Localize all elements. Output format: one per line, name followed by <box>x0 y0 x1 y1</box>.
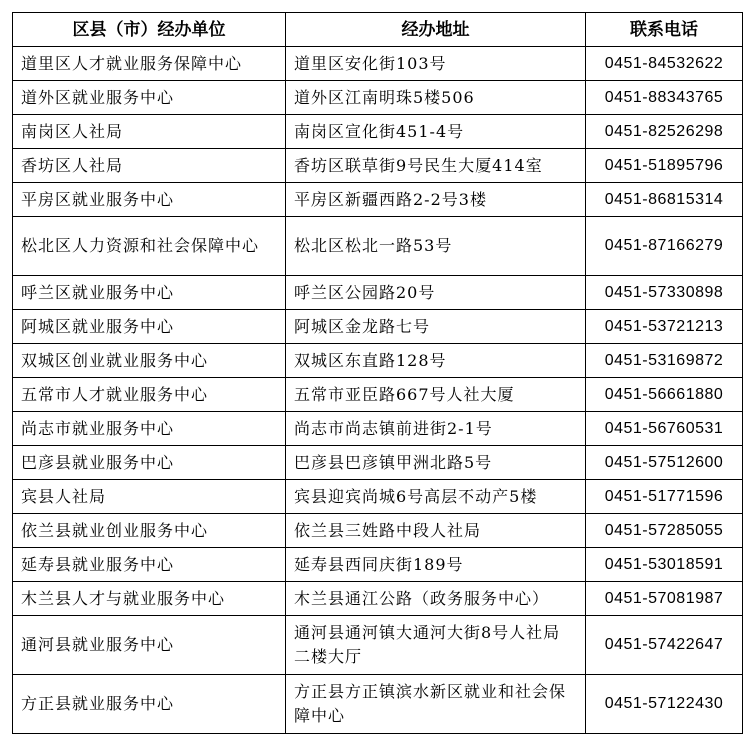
unit-cell: 延寿县就业服务中心 <box>13 548 286 582</box>
table-row <box>13 446 743 480</box>
address-cell: 宾县迎宾尚城6号高层不动产5楼 <box>286 480 586 514</box>
table-row <box>13 217 743 276</box>
address-cell: 平房区新疆西路2-2号3楼 <box>286 183 586 217</box>
phone-cell: 0451-57330898 <box>586 276 743 310</box>
unit-cell: 尚志市就业服务中心 <box>13 412 286 446</box>
table-row <box>13 344 743 378</box>
address-cell: 尚志市尚志镇前进街2-1号 <box>286 412 586 446</box>
phone-cell: 0451-56661880 <box>586 378 743 412</box>
address-cell: 呼兰区公园路20号 <box>286 276 586 310</box>
unit-cell: 阿城区就业服务中心 <box>13 310 286 344</box>
address-cell: 木兰县通江公路（政务服务中心） <box>286 582 586 616</box>
phone-cell: 0451-57081987 <box>586 582 743 616</box>
address-cell: 巴彦县巴彦镇甲洲北路5号 <box>286 446 586 480</box>
table-row <box>13 514 743 548</box>
unit-cell: 巴彦县就业服务中心 <box>13 446 286 480</box>
unit-cell: 宾县人社局 <box>13 480 286 514</box>
address-cell: 五常市亚臣路667号人社大厦 <box>286 378 586 412</box>
table-row <box>13 115 743 149</box>
table-row <box>13 47 743 81</box>
address-cell: 依兰县三姓路中段人社局 <box>286 514 586 548</box>
header-row <box>13 13 743 47</box>
phone-cell: 0451-53018591 <box>586 548 743 582</box>
unit-cell: 依兰县就业创业服务中心 <box>13 514 286 548</box>
phone-cell: 0451-57122430 <box>586 675 743 734</box>
address-cell: 方正县方正镇滨水新区就业和社会保障中心 <box>286 675 586 734</box>
table-row <box>13 412 743 446</box>
table-row <box>13 616 743 675</box>
address-cell: 阿城区金龙路七号 <box>286 310 586 344</box>
unit-cell: 松北区人力资源和社会保障中心 <box>13 217 286 276</box>
table-row <box>13 675 743 734</box>
phone-cell: 0451-53721213 <box>586 310 743 344</box>
phone-cell: 0451-57285055 <box>586 514 743 548</box>
table-row <box>13 480 743 514</box>
unit-cell: 南岗区人社局 <box>13 115 286 149</box>
phone-cell: 0451-56760531 <box>586 412 743 446</box>
address-cell: 通河县通河镇大通河大街8号人社局二楼大厅 <box>286 616 586 675</box>
phone-cell: 0451-53169872 <box>586 344 743 378</box>
phone-cell: 0451-57422647 <box>586 616 743 675</box>
phone-cell: 0451-57512600 <box>586 446 743 480</box>
unit-cell: 方正县就业服务中心 <box>13 675 286 734</box>
unit-cell: 五常市人才就业服务中心 <box>13 378 286 412</box>
phone-cell: 0451-86815314 <box>586 183 743 217</box>
table-row <box>13 149 743 183</box>
phone-cell: 0451-51771596 <box>586 480 743 514</box>
header-address: 经办地址 <box>286 13 586 47</box>
address-cell: 延寿县西同庆街189号 <box>286 548 586 582</box>
table-row <box>13 183 743 217</box>
phone-cell: 0451-51895796 <box>586 149 743 183</box>
address-cell: 南岗区宣化街451-4号 <box>286 115 586 149</box>
table-row <box>13 548 743 582</box>
phone-cell: 0451-82526298 <box>586 115 743 149</box>
phone-cell: 0451-88343765 <box>586 81 743 115</box>
unit-cell: 双城区创业就业服务中心 <box>13 344 286 378</box>
unit-cell: 木兰县人才与就业服务中心 <box>13 582 286 616</box>
unit-cell: 香坊区人社局 <box>13 149 286 183</box>
unit-cell: 道里区人才就业服务保障中心 <box>13 47 286 81</box>
table-row <box>13 276 743 310</box>
address-cell: 双城区东直路128号 <box>286 344 586 378</box>
unit-cell: 平房区就业服务中心 <box>13 183 286 217</box>
address-cell: 香坊区联草街9号民生大厦414室 <box>286 149 586 183</box>
table-row <box>13 582 743 616</box>
table-row <box>13 310 743 344</box>
address-cell: 道外区江南明珠5楼506 <box>286 81 586 115</box>
unit-cell: 通河县就业服务中心 <box>13 616 286 675</box>
phone-cell: 0451-87166279 <box>586 217 743 276</box>
header-unit: 区县（市）经办单位 <box>13 13 286 47</box>
service-office-table <box>12 12 743 734</box>
header-phone: 联系电话 <box>586 13 743 47</box>
table-row <box>13 81 743 115</box>
unit-cell: 呼兰区就业服务中心 <box>13 276 286 310</box>
address-cell: 松北区松北一路53号 <box>286 217 586 276</box>
table-row <box>13 378 743 412</box>
unit-cell: 道外区就业服务中心 <box>13 81 286 115</box>
address-cell: 道里区安化街103号 <box>286 47 586 81</box>
phone-cell: 0451-84532622 <box>586 47 743 81</box>
